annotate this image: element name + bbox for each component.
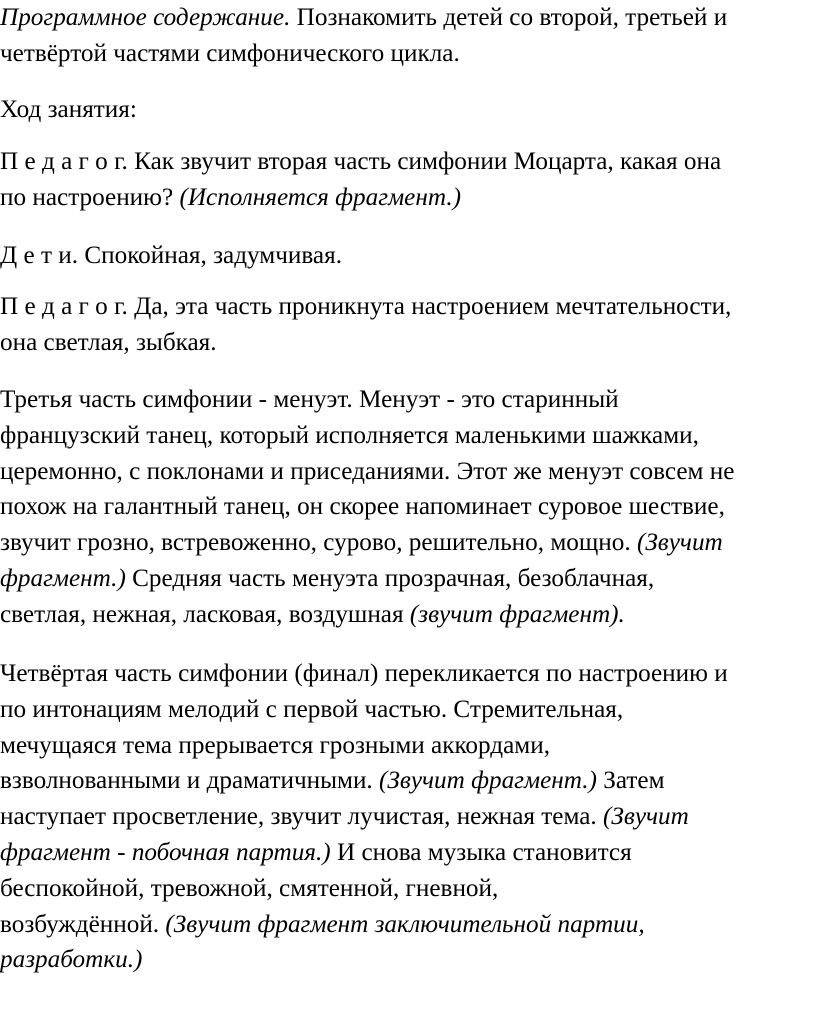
text-span: Затем [596,767,665,795]
text-line: П е д а г о г. Как звучит вторая часть симфонии Моцарта, какая она [0,148,722,175]
text-line [0,799,728,835]
text-span: наступает просветление, звучит лучистая, нежная тема. [0,803,604,831]
stage-direction: (Звучит фрагмент заключительной партии, [165,910,645,938]
text-line: П е д а г о г. Да, эта часть проникнута настроением мечтательности, [0,293,732,320]
text-line [0,835,728,871]
stage-direction: фрагмент - побочная партия.) [0,838,331,866]
text-line [0,907,728,943]
text-span: светлая, нежная, ласковая, воздушная [0,600,410,628]
stage-direction: (Звучит [603,803,689,831]
text-span: по настроению? [0,183,180,211]
stage-direction: (Звучит фрагмент.) [379,767,597,795]
teacher-reply-paragraph [0,289,731,361]
text-line [0,0,727,36]
stage-direction: разработки.) [0,946,143,974]
stage-direction: (Исполняется фрагмент.) [179,183,462,211]
stage-direction: (Звучит [636,529,723,557]
text-span: И снова музыка становится [330,838,632,866]
text-line: мечущаяся тема прерывается грозными аккордами, [0,731,550,759]
program-content-paragraph [0,0,727,72]
stage-direction: (звучит фрагмент). [409,600,625,628]
text-line: французский танец, который исполняется маленькими шажками, [0,421,699,449]
lesson-heading [0,92,137,128]
text-span: Познакомить детей со второй, третьей и [290,4,728,31]
children-answer-paragraph [0,238,342,274]
text-line: по интонациям мелодий с первой частью. Стремительная, [0,695,624,723]
text-line [0,525,734,561]
text-line: Третья часть симфонии - менуэт. Менуэт - это старинный [0,386,619,413]
text-line [0,763,728,799]
text-line: Ход занятия: [0,96,137,123]
program-content-heading: Программное содержание. [0,4,291,31]
text-line: четвёртой частями симфонического цикла. [0,39,460,67]
text-line [0,597,734,633]
stage-direction: фрагмент.) [0,564,126,592]
text-line [0,180,721,216]
teacher-question-paragraph [0,144,721,216]
text-line: Четвёртая часть симфонии (финал) перекликается по настроению и [0,660,728,687]
text-line: Д е т и. Спокойная, задумчивая. [0,242,342,269]
text-span: взволнованными и драматичными. [0,767,380,795]
third-movement-paragraph [0,382,734,633]
fourth-movement-paragraph [0,656,728,978]
text-span: возбуждённой. [0,910,166,938]
text-line: она светлая, зыбкая. [0,328,217,356]
text-line [0,561,734,597]
text-line: похож на галантный танец, он скорее напоминает суровое шествие, [0,493,725,521]
text-line: беспокойной, тревожной, смятенной, гневной, [0,874,499,902]
text-span: звучит грозно, встревоженно, сурово, решительно, мощно. [0,529,637,557]
text-span: Средняя часть менуэта прозрачная, безоблачная, [125,564,655,592]
text-line: церемонно, с поклонами и приседаниями. Этот же менуэт совсем не [0,457,735,485]
